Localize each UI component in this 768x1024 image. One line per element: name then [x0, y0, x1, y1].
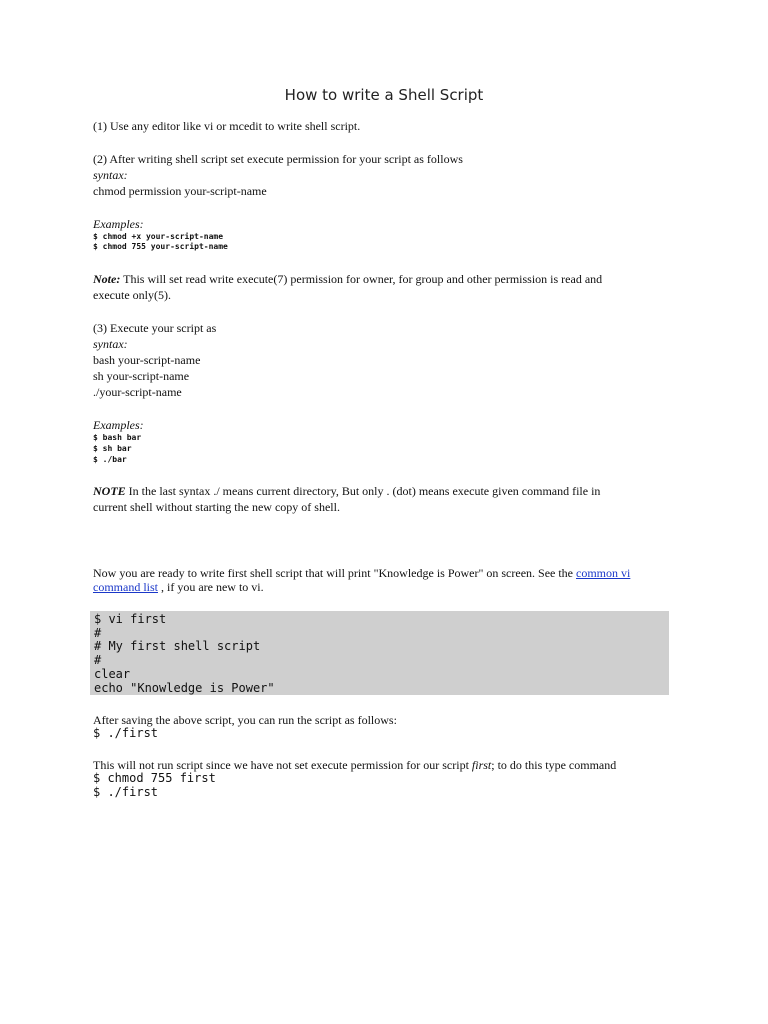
- step-1-text: (1) Use any editor like vi or mcedit to write shell script.: [93, 119, 361, 133]
- vi-command-list-link-part2[interactable]: command list: [93, 580, 158, 594]
- code-block: [90, 611, 669, 695]
- code-line-2: #: [94, 626, 102, 640]
- step-2-examples-label: Examples:: [93, 217, 144, 231]
- permission-text-after: ; to do this type command: [491, 758, 617, 772]
- permission-command-1: $ chmod 755 first: [93, 771, 216, 785]
- code-line-5: clear: [94, 667, 131, 681]
- step-3-heading: (3) Execute your script as: [93, 321, 217, 335]
- permission-command-2: $ ./first: [93, 785, 159, 799]
- intro-text-2: , if you are new to vi.: [158, 580, 264, 594]
- step-2-example-1: $ chmod +x your-script-name: [93, 232, 224, 241]
- step-3-syntax-2: sh your-script-name: [93, 369, 190, 383]
- step-2-example-2: $ chmod 755 your-script-name: [93, 242, 228, 251]
- intro-paragraph: [93, 566, 630, 581]
- step-3-syntax-3: ./your-script-name: [93, 385, 182, 399]
- step-3-syntax-1: bash your-script-name: [93, 353, 201, 367]
- permission-text-before: This will not run script since we have not set execute permission for our script: [93, 758, 472, 772]
- code-line-6: echo "Knowledge is Power": [94, 681, 275, 695]
- after-saving-text: After saving the above script, you can run the script as follows:: [93, 713, 397, 727]
- step-3-example-2: $ sh bar: [93, 444, 132, 453]
- after-saving-command: $ ./first: [93, 726, 159, 740]
- step-2-syntax: chmod permission your-script-name: [93, 184, 267, 198]
- note2-line-1: In the last syntax ./ means current directory, But only . (dot) means execute given command file in: [125, 484, 601, 498]
- code-line-4: #: [94, 653, 102, 667]
- intro-line-2: [93, 580, 264, 595]
- step-2-syntax-label: syntax:: [93, 168, 128, 182]
- code-line-1: $ vi first: [94, 612, 167, 626]
- step-2-heading: (2) After writing shell script set execute permission for your script as follows: [93, 152, 463, 166]
- note-paragraph: [93, 272, 602, 287]
- note-line-1: This will set read write execute(7) permission for owner, for group and other permission is read and: [120, 272, 603, 286]
- step-3-example-1: $ bash bar: [93, 433, 142, 442]
- intro-text-1: Now you are ready to write first shell script that will print "Knowledge is Power" on screen. See the: [93, 566, 577, 580]
- note-line-2: execute only(5).: [93, 288, 171, 302]
- vi-command-list-link-part1[interactable]: common vi: [576, 566, 631, 580]
- note2-paragraph: [93, 484, 600, 499]
- note2-label: NOTE: [93, 484, 126, 498]
- note2-line-2: current shell without starting the new copy of shell.: [93, 500, 340, 514]
- note-label: Note:: [93, 272, 121, 286]
- permission-text-italic: first: [471, 758, 492, 772]
- step-3-examples-label: Examples:: [93, 418, 144, 432]
- step-3-example-3: $ ./bar: [93, 455, 127, 464]
- code-line-3: # My first shell script: [94, 639, 261, 653]
- page-title: How to write a Shell Script: [284, 86, 484, 104]
- step-3-syntax-label: syntax:: [93, 337, 128, 351]
